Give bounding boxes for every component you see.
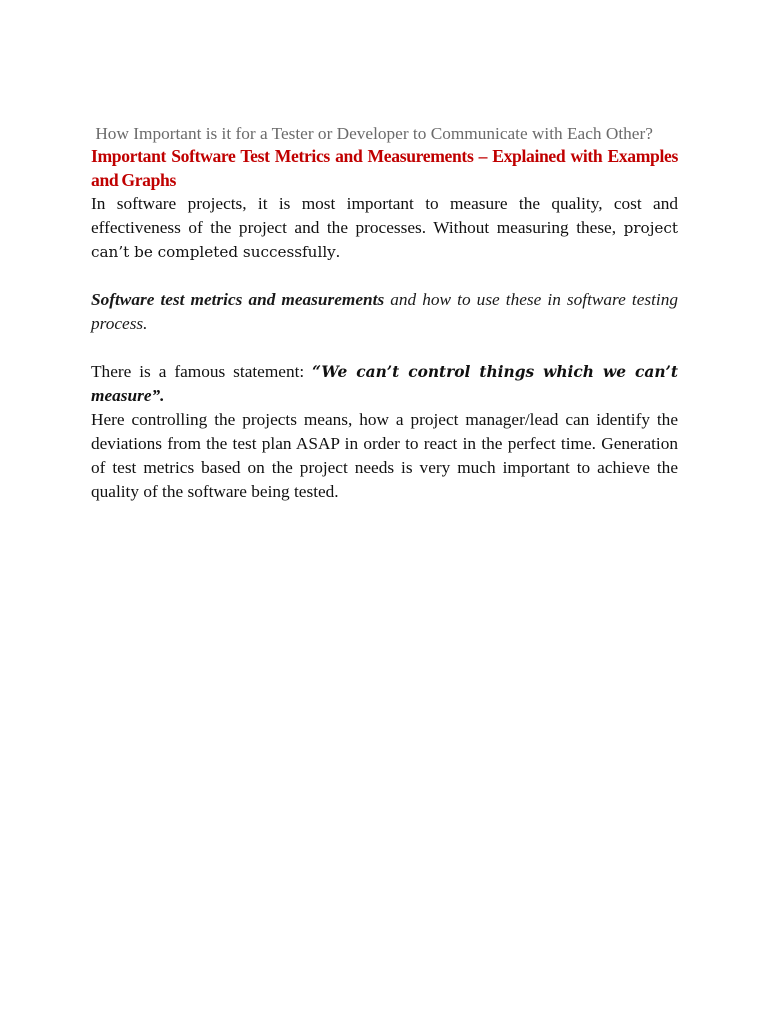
metrics-paragraph <box>91 288 678 336</box>
paragraph-spacer <box>91 264 678 288</box>
paragraph-spacer <box>91 336 678 360</box>
metrics-rest: and how to use these in software testing process. <box>91 290 678 333</box>
intro-emphasis: project can’t be completed successfully <box>91 219 678 261</box>
statement-paragraph <box>91 360 678 408</box>
subtitle-text: How Important is it for a Tester or Developer to Communicate with Each Other? <box>95 124 653 143</box>
document-heading: Important Software Test Metrics and Measurements – Explained with Examples and Graphs <box>91 146 678 190</box>
closing-paragraph: Here controlling the projects means, how a project manager/lead can identify the deviations from the test plan ASAP in order to react in the perfect time. Generation of test metrics based on the project needs is very much important to achieve the quality of the software being tested. <box>91 410 678 501</box>
metrics-bold: Software test metrics and measurements <box>91 290 385 309</box>
statement-quote-a: “We can’t control things which we can’t <box>312 363 678 381</box>
statement-lead: There is a famous statement: <box>91 362 313 381</box>
statement-quote-b: measure”. <box>91 386 165 405</box>
document-page <box>91 121 678 504</box>
intro-end: . <box>335 242 341 261</box>
intro-text: In software projects, it is most important to measure the quality, cost and effectiveness of the project and the processes. Without measuring these, <box>91 194 678 237</box>
document-subtitle <box>91 121 678 146</box>
intro-paragraph <box>91 192 678 264</box>
